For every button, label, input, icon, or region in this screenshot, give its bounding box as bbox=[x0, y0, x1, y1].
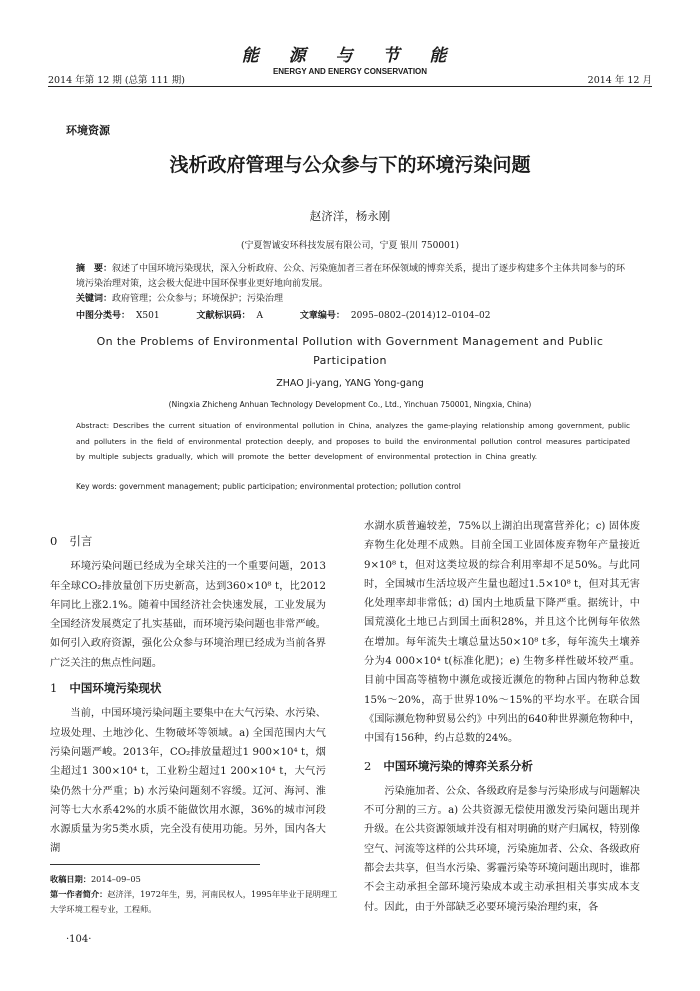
english-keywords-label: Key words: bbox=[76, 482, 117, 491]
section-number: 0 bbox=[50, 534, 58, 548]
footnote bbox=[50, 872, 340, 917]
page-number: ·104· bbox=[66, 934, 92, 945]
abstract-cn bbox=[76, 262, 630, 307]
section-title: 引言 bbox=[69, 534, 93, 548]
article-no-value: 2095–0802–(2014)12–0104–02 bbox=[350, 311, 491, 321]
received-label: 收稿日期： bbox=[50, 874, 91, 884]
body-column-left bbox=[50, 528, 326, 859]
header-rule bbox=[48, 86, 652, 87]
section-heading-intro bbox=[50, 532, 326, 551]
section-1-paragraph-continued: 水湖水质普遍较差，75%以上湖泊出现富营养化；c) 固体废弃物生化处理不成熟。目前全国工业固体废弃物年产量接近9×10⁸ t，但对这类垃圾的综合利用率却不足50%。与此同时，全国城市生活垃圾产生量也超过1.5×10⁸ t，但对其无害化处理率却非常低；d) 国内土地质量下降严重。据统计，中国荒漠化土地已占到国土面积28%，并且这个比例每年依然在增加。每年流失土壤总量达50×10⁸ t多，每年流失土壤养分为4 000×10⁴ t(标准化肥)；e) 生物多样性破坏较严重。目前中国高等植物中濒危或接近濒危的物种占国内物种总数15%～20%，高于世界10%～15%的平均水平。在联合国《国际濒危物种贸易公约》中列出的640种世界濒危物种中，中国有156种，约占总数的24%。 bbox=[364, 521, 640, 745]
header-date: 2014 年 12 月 bbox=[587, 75, 652, 86]
abstract-cn-text: 叙述了中国环境污染现状，深入分析政府、公众、污染施加者三者在环保领域的博弈关系，提出了逐步构建多个主体共同参与的环境污染治理对策，这会极大促进中国环保事业更好地向前发展。 bbox=[76, 264, 626, 289]
english-authors: ZHAO Ji-yang, YANG Yong-gang bbox=[276, 378, 424, 389]
authors: 赵济洋，杨永刚 bbox=[309, 209, 391, 223]
clc-label: 中图分类号： bbox=[76, 311, 131, 321]
section-label: 环境资源 bbox=[66, 124, 110, 137]
affiliation: (宁夏智诚安环科技发展有限公司，宁夏 银川 750001) bbox=[240, 241, 460, 251]
received-date: 2014–09–05 bbox=[90, 874, 141, 884]
section-heading-1 bbox=[50, 679, 326, 698]
section-title: 中国环境污染现状 bbox=[69, 681, 162, 696]
section-heading-2 bbox=[364, 757, 640, 776]
abstract-cn-label: 摘 要： bbox=[76, 264, 113, 274]
english-abstract-label: Abstract: bbox=[76, 421, 110, 430]
article-no-label: 文章编号： bbox=[299, 311, 345, 321]
english-abstract-text: Describes the current situation of environmental pollution in China, analyzes the game-playing relationship among government, public and polluters in the field of environmental protection deeply, and proposes to build the environmental pollution control measures participated by multiple subjects gradually, which will promote the better development of environmental protection in China greatly. bbox=[76, 421, 630, 461]
keywords-cn-label: 关键词： bbox=[76, 294, 113, 304]
doc-code-value: A bbox=[256, 311, 263, 321]
english-title: On the Problems of Environmental Pollution with Government Management and Public Participation bbox=[96, 335, 604, 367]
section-number: 1 bbox=[50, 681, 58, 696]
section-1-paragraph: 当前，中国环境污染问题主要集中在大气污染、水污染、垃圾处理、土地沙化、生物破坏等领域。a) 全国范围内大气污染问题严峻。2013年，CO₂排放量超过1 900×10⁴ t，烟尘超过1 300×10⁴ t，工业粉尘超过1 200×10⁴ t，大气污染仍然十分严重；b) 水污染问题刻不容缓。辽河、海河、淮河等七大水系42%的水质不能做饮用水源，36%的城市河段水源质量为劣5类水质，完全没有使用功能。另外，国内各大湖 bbox=[50, 708, 326, 855]
clc-value: X501 bbox=[136, 311, 160, 321]
intro-paragraph: 环境污染问题已经成为全球关注的一个重要问题，2013年全球CO₂排放量创下历史新高，达到360×10⁸ t，比2012年同比上涨2.1%。随着中国经济社会快速发展，工业发展为全国经济发展奠定了扎实基础，而环境污染问题也非常严峻。如何引入政府资源，强化公众参与环境治理已经成为当前各界广泛关注的焦点性问题。 bbox=[50, 561, 326, 669]
doc-code-label: 文献标识码： bbox=[196, 311, 251, 321]
english-keywords-text: government management; public participation; environmental protection; pollution control bbox=[119, 482, 461, 491]
classification-row bbox=[76, 308, 496, 321]
paper-title: 浅析政府管理与公众参与下的环境污染问题 bbox=[169, 154, 531, 176]
english-affiliation: (Ningxia Zhicheng Anhuan Technology Development Co., Ltd., Yinchuan 750001, Ningxia, China) bbox=[168, 400, 532, 409]
body-column-right bbox=[364, 517, 640, 917]
keywords-cn-text: 政府管理；公众参与；环境保护；污染治理 bbox=[112, 294, 284, 304]
section-title: 中国环境污染的博弈关系分析 bbox=[383, 758, 533, 773]
footnote-rule bbox=[50, 864, 260, 865]
journal-name-en: ENERGY AND ENERGY CONSERVATION bbox=[272, 67, 428, 76]
header-issue: 2014 年第 12 期 (总第 111 期) bbox=[48, 75, 185, 86]
author-bio-label: 第一作者简介： bbox=[50, 889, 108, 899]
section-number: 2 bbox=[364, 758, 372, 773]
author-bio: 赵济洋，1972年生，男，河南民权人，1995年毕业于昆明理工大学环境工程专业，工程师。 bbox=[50, 889, 338, 914]
journal-name-cn: 能 源 与 节 能 bbox=[241, 46, 459, 66]
section-2-paragraph: 污染施加者、公众、各级政府是参与污染形成与问题解决不可分割的三方。a) 公共资源无偿使用激发污染问题出现并升级。在公共资源领域并没有相对明确的财产归属权，特别像空气、河流等这样的公共环境，污染施加者、公众、各级政府都会去共享，但当水污染、雾霾污染等环境问题出现时，谁都不会主动承担全部环境污染成本或主动承担相关事实成本支付。因此，由于外部缺乏必要环境污染治理约束，各 bbox=[364, 785, 640, 913]
english-abstract bbox=[76, 418, 630, 465]
english-keywords bbox=[76, 482, 461, 491]
